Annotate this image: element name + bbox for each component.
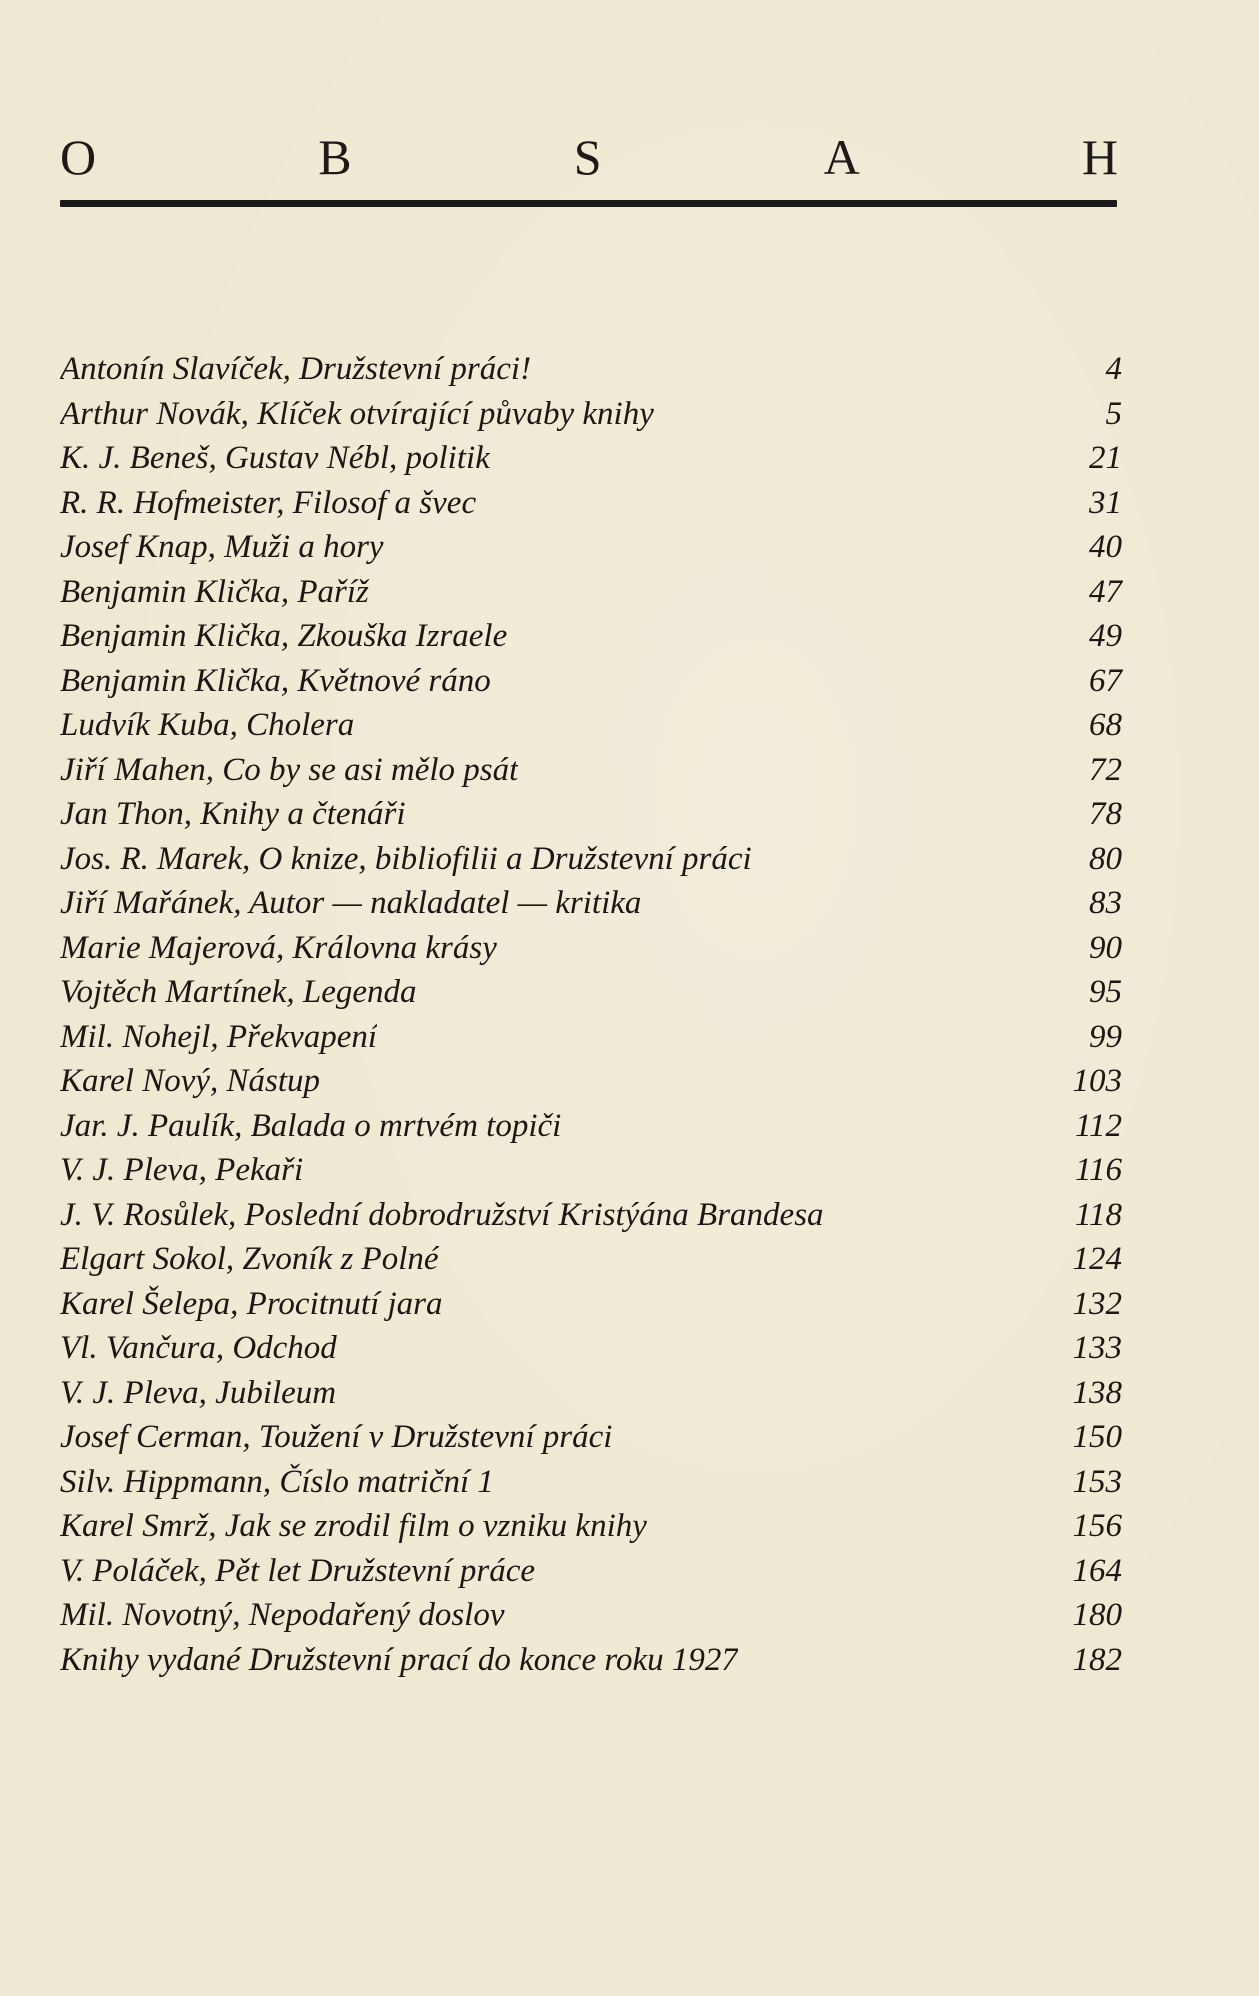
toc-entry bbox=[60, 1549, 1122, 1594]
toc-entry-page: 153 bbox=[1072, 1463, 1122, 1500]
toc-entry-page: 112 bbox=[1074, 1107, 1122, 1144]
toc-entry-title: Jos. R. Marek, O knize, bibliofilii a Družstevní práci bbox=[60, 840, 752, 877]
toc-entry-title: Benjamin Klička, Květnové ráno bbox=[60, 662, 491, 699]
toc-entry-page: 49 bbox=[1089, 618, 1122, 654]
toc-entry-page: 90 bbox=[1089, 929, 1122, 966]
toc-entry-title: R. R. Hofmeister, Filosof a švec bbox=[60, 484, 477, 521]
toc-entry-page: 180 bbox=[1072, 1597, 1122, 1633]
toc-entry bbox=[60, 1282, 1122, 1327]
toc-entry bbox=[60, 481, 1122, 526]
toc-entry-title: J. V. Rosůlek, Poslední dobrodružství Kristýána Brandesa bbox=[60, 1196, 824, 1233]
toc-entry-title: Jar. J. Paulík, Balada o mrtvém topiči bbox=[60, 1107, 562, 1144]
toc-entry-page: 68 bbox=[1089, 707, 1122, 743]
toc-entry-page: 156 bbox=[1072, 1508, 1122, 1544]
toc-entry-page: 31 bbox=[1089, 484, 1122, 521]
toc-entry-title: Silv. Hippmann, Číslo matriční 1 bbox=[60, 1463, 494, 1500]
toc-entry-page: 164 bbox=[1072, 1552, 1122, 1589]
toc-entry-page: 83 bbox=[1089, 885, 1122, 921]
toc-entry bbox=[60, 1104, 1122, 1149]
toc-entry-title: Karel Šelepa, Procitnutí jara bbox=[60, 1285, 443, 1322]
page-heading bbox=[60, 128, 1120, 188]
toc-entry-page: 47 bbox=[1089, 573, 1122, 610]
toc-entry bbox=[60, 1371, 1122, 1416]
toc-entry-page: 132 bbox=[1072, 1285, 1122, 1322]
heading-rule bbox=[60, 200, 1117, 207]
table-of-contents bbox=[60, 347, 1122, 1682]
toc-entry-page: 67 bbox=[1089, 662, 1122, 699]
toc-entry-title: Mil. Novotný, Nepodařený doslov bbox=[60, 1597, 505, 1633]
toc-entry-title: V. J. Pleva, Pekaři bbox=[60, 1152, 304, 1188]
toc-entry-title: Knihy vydané Družstevní prací do konce roku 1927 bbox=[60, 1641, 738, 1678]
toc-entry bbox=[60, 570, 1122, 615]
toc-entry-page: 138 bbox=[1072, 1374, 1122, 1411]
toc-entry-page: 99 bbox=[1089, 1018, 1122, 1055]
toc-entry-title: V. Poláček, Pět let Družstevní práce bbox=[60, 1552, 536, 1589]
toc-entry bbox=[60, 1015, 1122, 1060]
heading-letter: A bbox=[823, 129, 862, 185]
toc-entry-page: 21 bbox=[1089, 440, 1122, 476]
toc-entry-page: 80 bbox=[1089, 840, 1122, 877]
toc-entry-page: 95 bbox=[1089, 974, 1122, 1010]
toc-entry bbox=[60, 347, 1122, 392]
toc-entry-title: Benjamin Klička, Paříž bbox=[60, 573, 369, 610]
toc-entry-title: Josef Knap, Muži a hory bbox=[60, 529, 384, 565]
toc-entry-title: Elgart Sokol, Zvoník z Polné bbox=[60, 1241, 439, 1277]
toc-entry bbox=[60, 614, 1122, 659]
toc-entry-title: Jiří Mahen, Co by se asi mělo psát bbox=[60, 751, 519, 788]
heading-letter: S bbox=[573, 129, 604, 185]
toc-entry-page: 4 bbox=[1105, 351, 1122, 387]
toc-entry bbox=[60, 436, 1122, 481]
toc-entry bbox=[60, 659, 1122, 704]
toc-entry bbox=[60, 748, 1122, 793]
toc-entry-page: 5 bbox=[1105, 395, 1122, 432]
toc-entry-title: Marie Majerová, Královna krásy bbox=[60, 929, 497, 966]
toc-entry-title: Mil. Nohejl, Překvapení bbox=[60, 1018, 378, 1055]
toc-entry bbox=[60, 970, 1122, 1015]
toc-entry-page: 40 bbox=[1089, 529, 1122, 565]
toc-entry-title: Ludvík Kuba, Cholera bbox=[60, 707, 355, 743]
toc-entry bbox=[60, 1059, 1122, 1104]
heading-letter: O bbox=[60, 129, 99, 185]
toc-entry-title: Vl. Vančura, Odchod bbox=[60, 1330, 337, 1366]
toc-entry-page: 150 bbox=[1072, 1419, 1122, 1455]
toc-entry bbox=[60, 881, 1122, 926]
toc-entry-title: Antonín Slavíček, Družstevní práci! bbox=[60, 351, 532, 387]
toc-entry bbox=[60, 1326, 1122, 1371]
toc-entry-page: 118 bbox=[1074, 1196, 1122, 1233]
toc-entry bbox=[60, 392, 1122, 437]
toc-entry-page: 124 bbox=[1072, 1241, 1122, 1277]
toc-entry-page: 116 bbox=[1074, 1152, 1122, 1188]
toc-entry-title: Josef Cerman, Toužení v Družstevní práci bbox=[60, 1419, 613, 1455]
toc-entry bbox=[60, 1237, 1122, 1282]
toc-entry bbox=[60, 926, 1122, 971]
toc-entry bbox=[60, 1460, 1122, 1505]
heading-letter: B bbox=[318, 129, 354, 185]
toc-entry-title: Jan Thon, Knihy a čtenáři bbox=[60, 796, 406, 832]
toc-entry-title: V. J. Pleva, Jubileum bbox=[60, 1374, 337, 1411]
toc-entry-page: 78 bbox=[1089, 796, 1122, 832]
toc-entry-title: Vojtěch Martínek, Legenda bbox=[60, 974, 417, 1010]
toc-entry bbox=[60, 1593, 1122, 1638]
toc-entry-title: Jiří Mařánek, Autor — nakladatel — kritika bbox=[60, 885, 642, 921]
toc-entry bbox=[60, 1148, 1122, 1193]
toc-entry-page: 103 bbox=[1072, 1063, 1122, 1099]
toc-entry bbox=[60, 837, 1122, 882]
toc-entry bbox=[60, 703, 1122, 748]
toc-entry-title: Karel Nový, Nástup bbox=[60, 1063, 321, 1099]
toc-entry-title: Arthur Novák, Klíček otvírající půvaby knihy bbox=[60, 395, 654, 432]
toc-entry-page: 72 bbox=[1089, 751, 1122, 788]
toc-entry bbox=[60, 1638, 1122, 1683]
toc-entry bbox=[60, 1193, 1122, 1238]
toc-entry-title: K. J. Beneš, Gustav Nébl, politik bbox=[60, 440, 490, 476]
heading-letter: H bbox=[1081, 129, 1120, 185]
toc-entry-title: Karel Smrž, Jak se zrodil film o vzniku knihy bbox=[60, 1508, 647, 1544]
toc-entry-page: 182 bbox=[1072, 1641, 1122, 1678]
toc-entry bbox=[60, 525, 1122, 570]
toc-entry bbox=[60, 792, 1122, 837]
toc-entry-title: Benjamin Klička, Zkouška Izraele bbox=[60, 618, 508, 654]
toc-entry bbox=[60, 1504, 1122, 1549]
toc-entry bbox=[60, 1415, 1122, 1460]
toc-entry-page: 133 bbox=[1072, 1330, 1122, 1366]
